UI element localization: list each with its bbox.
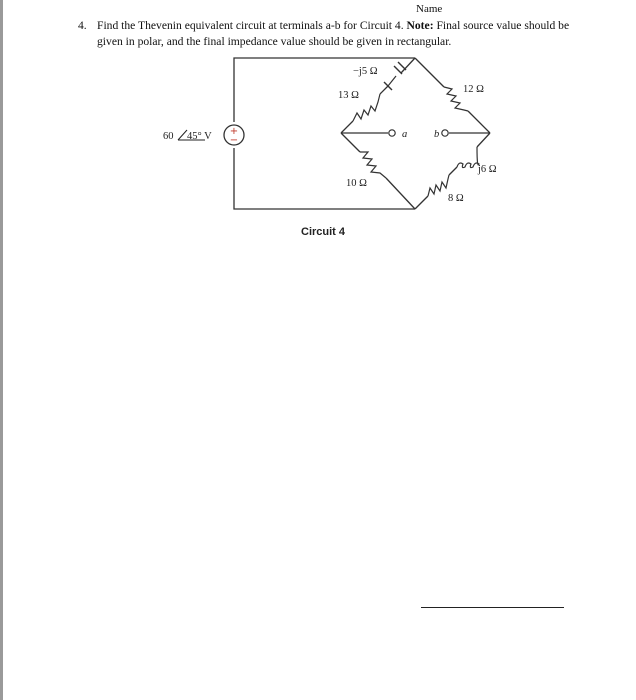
capacitor-icon [384, 62, 406, 90]
question-note-label: Note: [406, 19, 434, 32]
resistor-13-label: 13 Ω [338, 90, 359, 101]
source-minus-sign: − [229, 135, 239, 146]
resistor-8-ohm [428, 175, 449, 196]
wire-left-upper-a [341, 121, 353, 133]
question-main-text: Find the Thevenin equivalent circuit at terminals a-b for Circuit 4. [97, 19, 407, 32]
resistor-10-label: 10 Ω [346, 178, 367, 189]
top-wire [234, 58, 415, 122]
wire-left-lower-a [341, 133, 360, 152]
question-number: 4. [78, 19, 87, 32]
source-plus-sign: + [229, 126, 239, 137]
inductor-label: j6 Ω [478, 164, 497, 175]
wire-left-upper-b [380, 86, 388, 94]
name-label: Name [416, 3, 443, 15]
inductor-icon [457, 147, 479, 168]
wire-right-upper-b [468, 111, 490, 133]
wire-right-lower-c [477, 133, 490, 147]
angle-symbol [178, 130, 187, 140]
circuit-caption: Circuit 4 [301, 226, 346, 238]
wire-right-lower-a [415, 196, 428, 209]
bottom-wire [234, 148, 415, 209]
capacitor-label: −j5 Ω [353, 66, 378, 77]
resistor-8-label: 8 Ω [448, 193, 464, 204]
terminal-b [442, 130, 448, 136]
wire-right-upper-a [415, 58, 444, 87]
wire-left-lower-b [386, 178, 415, 209]
source-magnitude-label: 60 [163, 131, 174, 142]
terminal-a [389, 130, 395, 136]
answer-line [421, 607, 564, 608]
wire-right-lower-b [449, 167, 457, 175]
resistor-12-label: 12 Ω [463, 84, 484, 95]
terminal-a-label: a [402, 129, 408, 140]
wire-left-upper-c [401, 58, 415, 73]
source-angle-label: 45° V [187, 131, 212, 142]
resistor-10-ohm [360, 152, 386, 178]
capacitor-gap-lead [388, 76, 396, 86]
question-note-text: Final source value should be given in polar, and the final impedance value should be given in rectangular. [97, 19, 570, 48]
terminal-b-label: b [434, 129, 440, 140]
